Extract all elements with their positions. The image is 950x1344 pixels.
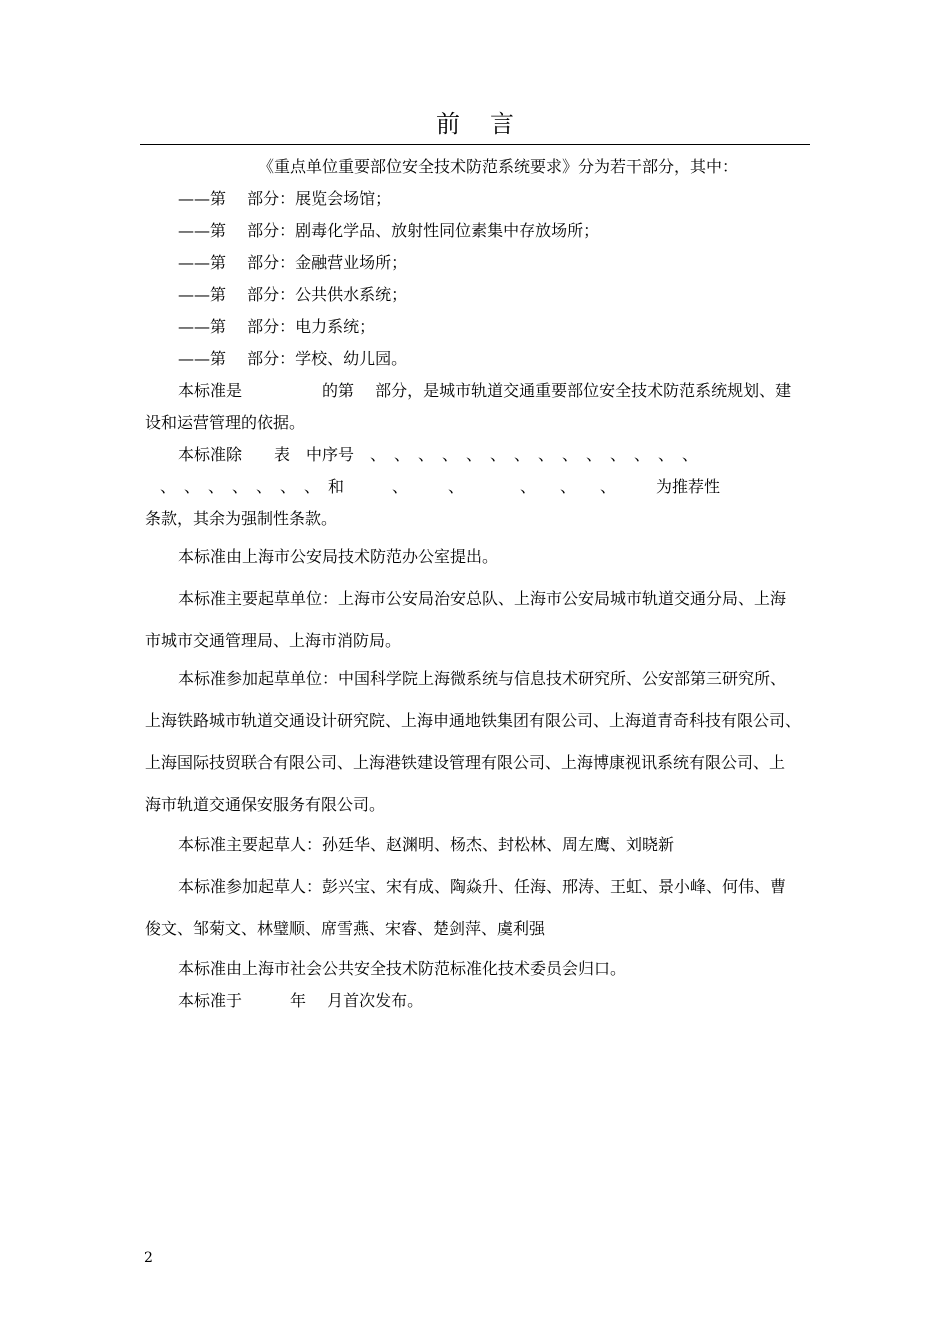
committee-line: 本标准由上海市社会公共安全技术防范标准化技术委员会归口。	[178, 959, 627, 978]
page-title: 前言	[436, 110, 544, 138]
participant-paragraph-line: 上海铁路城市轨道交通设计研究院、上海申通地铁集团有限公司、上海道青奇科技有限公司、	[145, 711, 802, 730]
release-line: 本标准于 年 月首次发布。	[178, 991, 424, 1010]
part-item: ——第 部分：金融营业场所；	[178, 253, 408, 272]
clause-paragraph-line: 本标准除 表 中序号 、 、 、 、 、 、 、 、 、 、 、 、 、 、	[178, 445, 699, 464]
part-item: ——第 部分：学校、幼儿园。	[178, 349, 408, 368]
drafter-paragraph-line: 本标准主要起草单位：上海市公安局治安总队、上海市公安局城市轨道交通分局、上海	[178, 589, 787, 608]
part-item: ——第 部分：剧毒化学品、放射性同位素集中存放场所；	[178, 221, 600, 240]
scope-paragraph-line: 本标准是 的第 部分，是城市轨道交通重要部位安全技术防范系统规划、建	[178, 381, 792, 400]
part-item: ——第 部分：公共供水系统；	[178, 285, 408, 304]
main-drafters-line: 本标准主要起草人：孙廷华、赵渊明、杨杰、封松林、周左鹰、刘晓新	[178, 835, 675, 854]
title-rule	[140, 144, 810, 145]
proposer-line: 本标准由上海市公安局技术防范办公室提出。	[178, 547, 499, 566]
intro-line: 《重点单位重要部位安全技术防范系统要求》分为若干部分，其中：	[258, 157, 739, 176]
other-drafters-line: 俊文、邹菊文、林璧顺、席雪燕、宋睿、楚剑萍、虞利强	[145, 919, 546, 938]
part-item: ——第 部分：电力系统；	[178, 317, 376, 336]
participant-paragraph-line: 本标准参加起草单位：中国科学院上海微系统与信息技术研究所、公安部第三研究所、	[178, 669, 787, 688]
clause-paragraph-line: 条款，其余为强制性条款。	[145, 509, 338, 528]
other-drafters-line: 本标准参加起草人：彭兴宝、宋有成、陶焱升、任海、邢涛、王虹、景小峰、何伟、曹	[178, 877, 787, 896]
scope-paragraph-line: 设和运营管理的依据。	[145, 413, 306, 432]
page-number: 2	[144, 1250, 153, 1266]
drafter-paragraph-line: 市城市交通管理局、上海市消防局。	[145, 631, 402, 650]
participant-paragraph-line: 上海国际技贸联合有限公司、上海港铁建设管理有限公司、上海博康视讯系统有限公司、上	[145, 753, 786, 772]
participant-paragraph-line: 海市轨道交通保安服务有限公司。	[145, 795, 386, 814]
part-item: ——第 部分：展览会场馆；	[178, 189, 392, 208]
clause-paragraph-line: 、 、 、 、 、 、 、 和 、 、 、 、 、 为推荐性	[160, 477, 721, 496]
